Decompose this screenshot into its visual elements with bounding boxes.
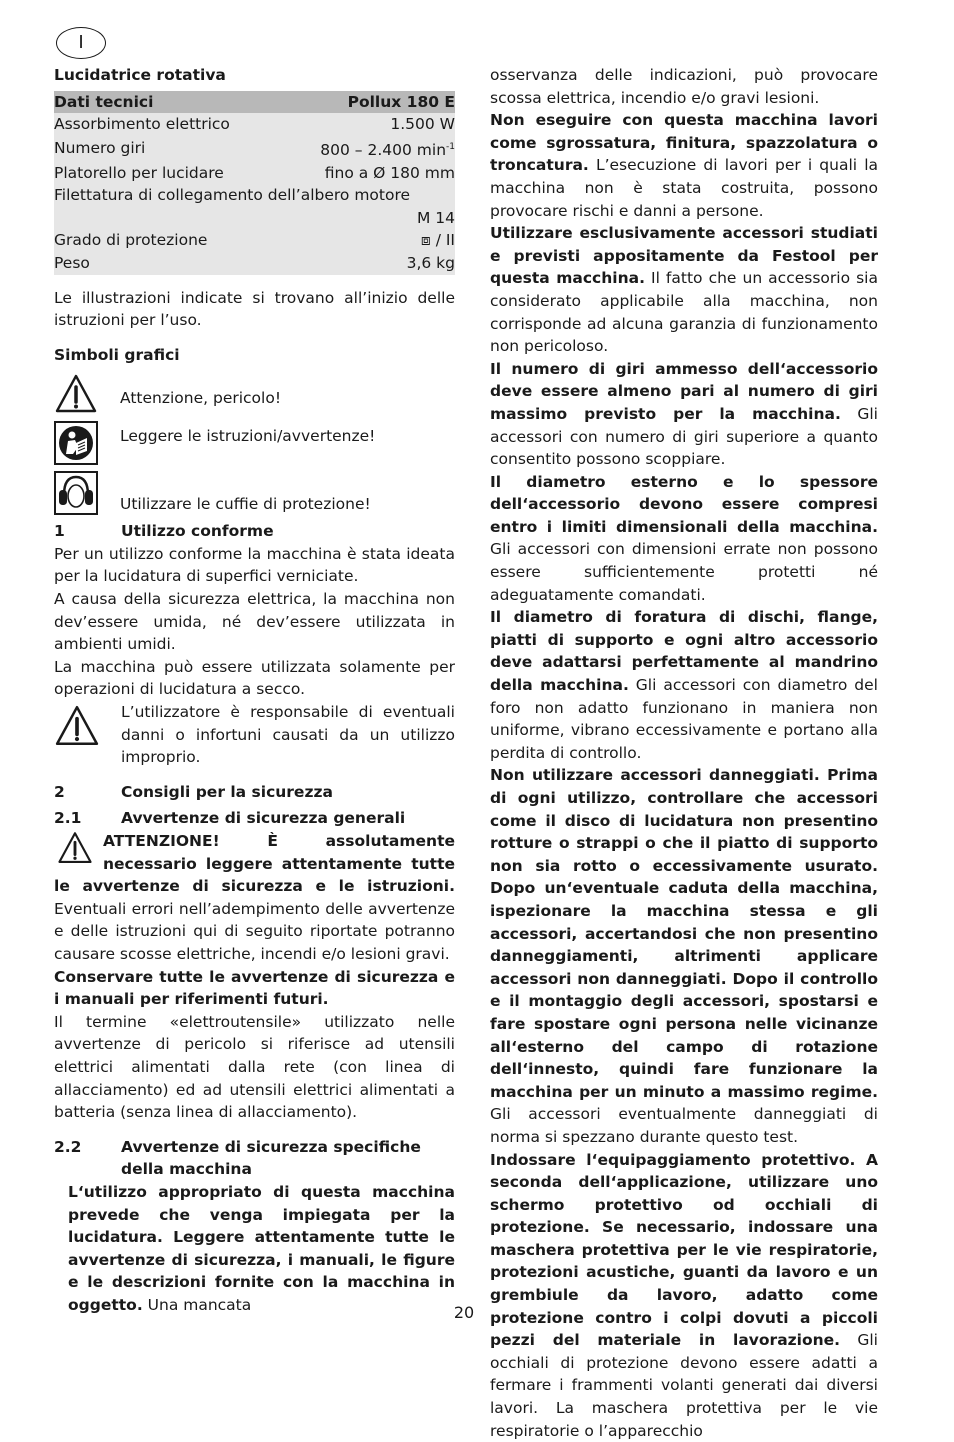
language-badge: I <box>56 27 106 59</box>
table-header-row <box>54 91 455 114</box>
safety-paragraph: Il diametro esterno e lo spessore dell‘accessorio devono essere compresi entro i limiti dimensionali della macchina. Gli accessori con dimensioni errate non possono essere sufficientemente protetti né adeguatamente comandati. <box>490 471 878 607</box>
safety-paragraph: Il diametro di foratura di dischi, flange, piatti di supporto e ogni altro accessorio deve adattarsi perfettamente al mandrino della macchina. Gli accessori con diametro del foro non adatto funzionano in maniera non uniforme, vibrano eccessivamente e portano alla perdita di controllo. <box>490 606 878 764</box>
row-label: Numero giri <box>54 136 281 162</box>
table-row <box>54 162 455 185</box>
row-value: M 14 <box>281 207 455 230</box>
warning-text: L’utilizzatore è responsabile di eventuali danni o infortuni causati da un utilizzo improprio. <box>121 701 455 769</box>
section-1-heading: 1 Utilizzo conforme <box>54 520 455 543</box>
table-row <box>54 207 455 230</box>
safety-paragraph: Utilizzare esclusivamente accessori studiati e previsti appositamente da Festool per questa macchina. Il fatto che un accessorio sia considerato applicabile alla macchina, non corrisponde ad alcuna garanzia di funzionamento non pericoloso. <box>490 222 878 358</box>
right-column <box>490 64 878 1442</box>
row-label: Platorello per lucidare <box>54 162 281 185</box>
section-1-paragraph: A causa della sicurezza elettrica, la macchina non dev’essere umida, né dev’essere utilizzata in ambienti umidi. <box>54 588 455 656</box>
section-1-paragraph: La macchina può essere utilizzata solamente per operazioni di lucidatura a secco. <box>54 656 455 701</box>
section-2-2-heading: 2.2 Avvertenze di sicurezza specifiche della macchina <box>54 1136 455 1181</box>
table-header-model: Pollux 180 E <box>281 91 455 114</box>
safety-paragraph: Indossare l‘equipaggiamento protettivo. A seconda dell‘applicazione, utilizzare uno schermo protettivo od occhiali di protezione. Se necessario, indossare una maschera protettiva per le vie respiratorie, protezioni acustiche, guanti da lavoro e un grembiule da lavoro, adatto come protezione contro i colpi dovuti a piccoli pezzi del materiale in lavorazione. Gli occhiali di protezione devono essere adatti a fermare i frammenti volanti generati dai diversi lavori. La maschera protettiva per le vie respiratorie o l’apparecchio <box>490 1149 878 1442</box>
left-column <box>54 64 455 1316</box>
table-row <box>54 229 455 252</box>
row-value: fino a Ø 180 mm <box>281 162 455 185</box>
symbol-row <box>54 420 455 466</box>
row-label: Peso <box>54 252 281 275</box>
row-value: 800 – 2.400 $\min^{-1}$ <box>281 136 455 162</box>
warning-triangle-icon <box>54 372 98 416</box>
symbol-text: Attenzione, pericolo! <box>120 379 281 410</box>
row-value: 3,6 kg <box>281 252 455 275</box>
general-warning-paragraph: ATTENZIONE! È assolutamente necessario leggere attentamente tutte le avvertenze di sicurezza e le istruzioni. Eventuali errori nell’adempimento delle avvertenze e delle istruzioni qui di seguito riportate potranno causare scosse elettriche, incendi e/o lesioni gravi. <box>54 830 455 966</box>
symbol-row <box>54 470 455 516</box>
illustrations-note: Le illustrazioni indicate si trovano all’inizio delle istruzioni per l’uso. <box>54 287 455 332</box>
page-number: 20 <box>0 1302 928 1325</box>
row-value: ⧈ / II <box>281 229 455 252</box>
symbols-heading: Simboli grafici <box>54 344 455 367</box>
machine-specific-paragraph: L‘utilizzo appropriato di questa macchina prevede che venga impiegata per la lucidatura. Leggere attentamente tutte le avvertenze di sicurezza, i manuali, le figure e le descrizioni fornite con la macchina in oggetto. Una mancata <box>54 1181 455 1317</box>
safety-paragraph: Non utilizzare accessori danneggiati. Prima di ogni utilizzo, controllare che accessori come il disco di lucidatura non presentino rotture o strappi o che il piatto di supporto non sia rotto o eccessivamente usurato. Dopo un‘eventuale caduta della macchina, ispezionare la macchina stessa e gli accessori, accertandosi che non presentino danneggiamenti, altrimenti applicare accessori non danneggiati. Dopo il controllo e il montaggio degli accessori, spostarsi e fare spostare ogni persona nelle vicinanze all‘esterno del campo di rotazione dell‘innesto, quindi fare funzionare la macchina per un minuto a massimo regime. Gli accessori eventualmente danneggiati di norma si spezzano durante questo test. <box>490 764 878 1148</box>
warning-triangle-icon <box>54 703 100 749</box>
table-header-label: Dati tecnici <box>54 91 281 114</box>
symbol-text: Leggere le istruzioni/avvertenze! <box>120 425 375 448</box>
table-row <box>54 136 455 162</box>
section-2-1-heading: 2.1 Avvertenze di sicurezza generali <box>54 807 455 830</box>
document-title: Lucidatrice rotativa <box>54 64 455 87</box>
ear-protection-icon <box>54 471 98 515</box>
safety-paragraph: Non eseguire con questa macchina lavori come sgrossatura, finitura, spazzolatura o troncatura. L’esecuzione di lavori per i quali la macchina non è stata costruita, possono provocare rischi e danni a persone. <box>490 109 878 222</box>
read-manual-icon <box>54 421 98 465</box>
symbol-row <box>54 370 455 418</box>
section-1-paragraph: Per un utilizzo conforme la macchina è stata ideata per la lucidatura di superfici verniciate. <box>54 543 455 588</box>
safety-paragraph: osservanza delle indicazioni, può provocare scossa elettrica, incendio e/o gravi lesioni. <box>490 64 878 109</box>
row-label: Grado di protezione <box>54 229 281 252</box>
table-row <box>54 252 455 275</box>
safety-paragraph: Il numero di giri ammesso dell‘accessorio deve essere almeno pari al numero di giri massimo previsto per la macchina. Gli accessori con numero di giri superiore a quanto consentito possono scoppiare. <box>490 358 878 471</box>
table-row <box>54 184 455 207</box>
row-label: Assorbimento elettrico <box>54 113 281 136</box>
symbol-text: Utilizzare le cuffie di protezione! <box>120 471 371 516</box>
section-2-heading: 2 Consigli per la sicurezza <box>54 781 455 804</box>
warning-triangle-icon <box>56 830 94 866</box>
row-label: Filettatura di collegamento dell’albero motore <box>54 184 455 207</box>
technical-data-table <box>54 91 455 275</box>
keep-instructions-note: Conservare tutte le avvertenze di sicurezza e i manuali per riferimenti futuri. <box>54 966 455 1011</box>
row-value: 1.500 W <box>281 113 455 136</box>
term-definition: Il termine «elettroutensile» utilizzato nelle avvertenze di pericolo si riferisce ad utensili elettrici alimentati dalla rete (con linea di allacciamento) ed ad utensili elettrici alimentati a batteria (senza linea di allacciamento). <box>54 1011 455 1124</box>
section-1-warning <box>54 701 455 769</box>
table-row <box>54 113 455 136</box>
